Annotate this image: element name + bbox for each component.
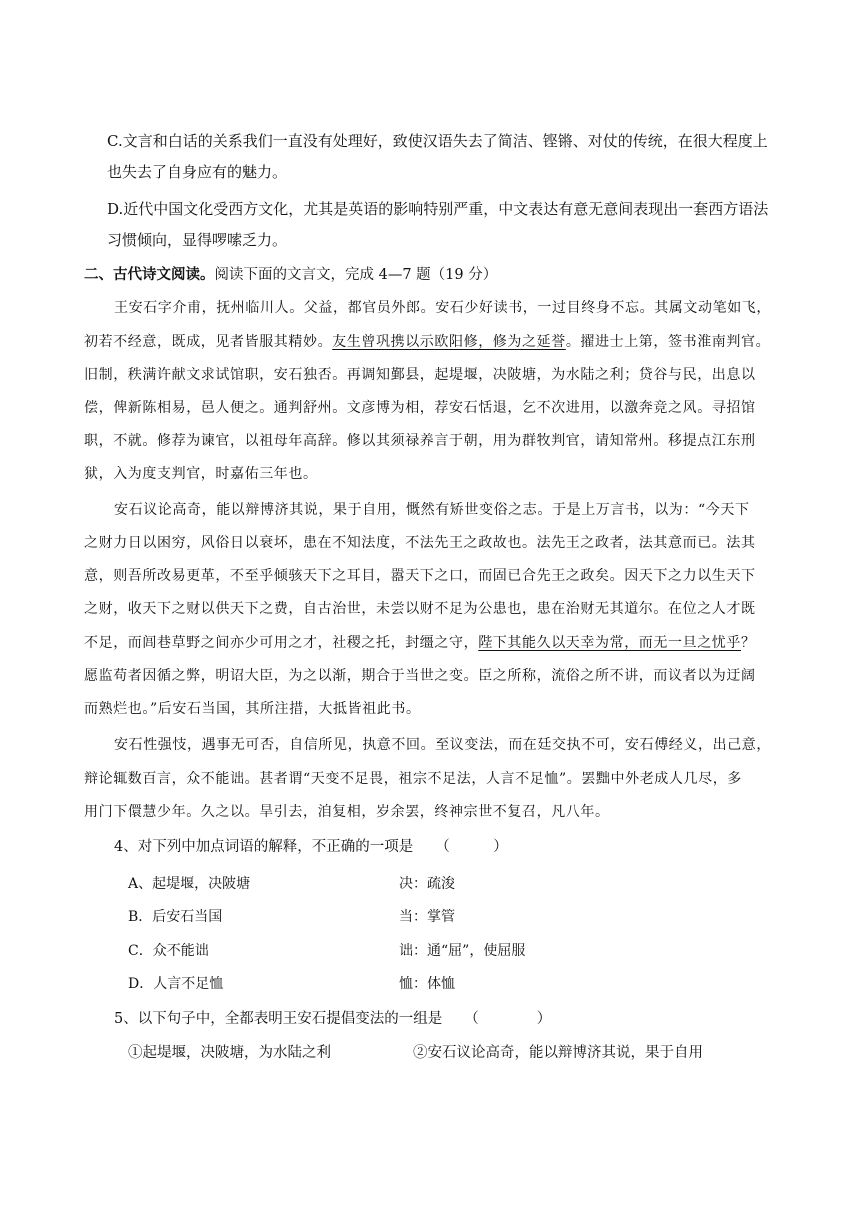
passage-p1-line1: 王安石字介甫，抚州临川人。父益，都官员外郎。安石少好读书，一过目终身不忘。其属文动笔如飞， [114, 300, 771, 316]
question-5-stem [114, 1009, 551, 1029]
q4-option-c-right: 诎：通“屈”，使屈服 [399, 943, 526, 959]
question-4-stem [114, 837, 508, 857]
passage-p2-line2: 之财力日以困穷，风俗日以衰坏，患在不知法度，不法先王之政故也。法先王之政者，法其意而已。法其 [84, 535, 756, 551]
q4-option-a-right: 决：疏浚 [399, 876, 455, 892]
option-d-line1: D.近代中国文化受西方文化，尤其是英语的影响特别严重，中文表达有意无意间表现出一套西方语法 [107, 200, 769, 218]
passage-text: 。擢进士上第，签书淮南判官。 [565, 334, 771, 350]
passage-p2-line7: 而熟烂也。”后安石当国，其所注措，大抵皆祖此书。 [84, 701, 421, 717]
q4-option-b-left: B．后安石当国 [128, 909, 223, 925]
q5-item-2: ②安石议论高奇，能以辩博济其说，果于自用 [413, 1045, 703, 1061]
passage-p2-line3: 意，则吾所改易更革，不至乎倾骇天下之耳目，嚣天下之口，而固已合先王之政矣。因天下之力以生天下 [84, 568, 756, 584]
passage-p1-line6: 狱，入为度支判官，时嘉佑三年也。 [84, 466, 318, 482]
passage-p1-line5: 职，不就。修荐为谏官，以祖母年高辞。修以其须禄养言于朝，用为群牧判官，请知常州。移提点江东刑 [84, 433, 756, 449]
question-5-text: 5、以下句子中，全都表明王安石提倡变法的一组是 [114, 1011, 443, 1027]
passage-text: 初若不经意，既成，见者皆服其精妙。 [84, 334, 333, 350]
q4-option-b-right: 当：掌管 [399, 909, 455, 925]
q4-option-c-left: C．众不能诎 [128, 943, 209, 959]
passage-p1-line3: 旧制，秩满许献文求试馆职，安石独否。再调知鄞县，起堤堰，决陂塘，为水陆之利；贷谷与民，出息以 [84, 367, 756, 383]
passage-p1-line2 [84, 332, 770, 352]
passage-p2-line6: 愿监苟者因循之弊，明诏大臣，为之以渐，期合于当世之变。臣之所称，流俗之所不讲，而议者以为迂阔 [84, 668, 756, 684]
option-d-line2: 习惯倾向，显得啰嗦乏力。 [107, 231, 288, 249]
passage-p2-line5 [84, 633, 756, 653]
underlined-sentence-2: 陛下其能久以天幸为常，而无一旦之忧乎 [478, 635, 742, 651]
section-heading-rest: 阅读下面的文言文，完成 4—7 题（19 分） [214, 267, 498, 283]
q4-option-d-right: 恤：体恤 [399, 976, 455, 992]
section-heading-bold: 二、古代诗文阅读。 [84, 266, 215, 283]
q5-item-1: ①起堤堰，决陂塘，为水陆之利 [128, 1045, 331, 1061]
answer-bracket: （ ） [435, 839, 508, 855]
question-4-text: 4、对下列中加点词语的解释，不正确的一项是 [114, 839, 414, 855]
passage-text: ？ [741, 635, 756, 651]
underlined-sentence-1: 友生曾巩携以示欧阳修，修为之延誉 [332, 334, 566, 350]
answer-bracket: （ ） [464, 1011, 552, 1027]
passage-p3-line2: 辩论辄数百言，众不能诎。甚者谓“天变不足畏，祖宗不足法，人言不足恤”。罢黜中外老成人几尽，多 [84, 771, 742, 787]
passage-text: 不足，而闾巷草野之间亦少可用之才，社稷之托，封缰之守， [84, 635, 479, 651]
q4-option-a-left: A、起堤堰，决陂塘 [128, 876, 251, 892]
passage-p3-line3: 用门下儇慧少年。久之以。旱引去，洎复相，岁余罢，终神宗世不复召，凡八年。 [84, 804, 610, 820]
passage-p3-line1: 安石性强忮，遇事无可否，自信所见，执意不回。至议变法，而在廷交执不可，安石傅经义，出己意， [114, 737, 771, 753]
passage-p2-line4: 之财，收天下之财以供天下之费，自古治世，未尝以财不足为公患也，患在治财无其道尔。在位之人才既 [84, 601, 756, 617]
section-heading [84, 265, 497, 285]
option-c-line2: 也失去了自身应有的魅力。 [107, 163, 288, 181]
passage-p1-line4: 偿，俾新陈相易，邑人便之。通判舒州。文彦博为相，荐安石恬退，乞不次进用，以激奔竞之风。寻招馆 [84, 400, 756, 416]
passage-p2-line1: 安石议论高奇，能以辩博济其说，果于自用，慨然有矫世变俗之志。于是上万言书，以为：“今天下 [114, 502, 750, 518]
q4-option-d-left: D．人言不足恤 [128, 976, 224, 992]
option-c-line1: C.文言和白话的关系我们一直没有处理好，致使汉语失去了简洁、铿锵、对仗的传统，在很大程度上 [107, 132, 768, 150]
